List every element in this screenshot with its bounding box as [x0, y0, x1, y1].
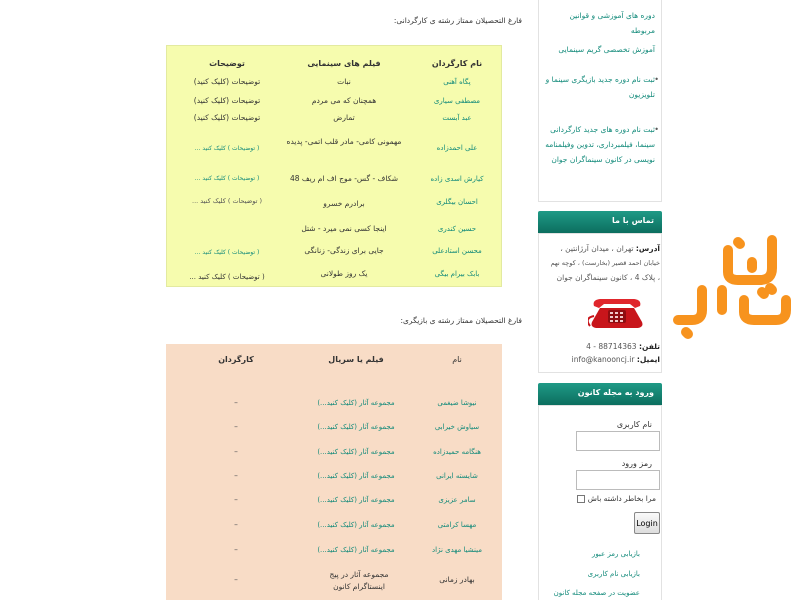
phone-label: تلفن: [638, 342, 660, 351]
address-text: تهران ، میدان آرژانتین ، [560, 244, 634, 253]
table-row-film: جایی برای زندگی- زنانگی [304, 246, 384, 255]
table-row-name[interactable]: احسان بیگلری [436, 198, 478, 206]
table-row-desc[interactable]: توضیحات (کلیک کنید) [193, 96, 261, 105]
table-row-desc[interactable]: ( توضیحات ) کلیک کنید ... [194, 175, 260, 182]
address-line: خیابان احمد قصیر (بخارست) ، کوچه نهم [550, 259, 660, 267]
table-row-desc[interactable]: ( توضیحات ) کلیک کنید ... [194, 145, 260, 152]
news-item-label[interactable]: ثبت نام دوره های جدید کارگردانی سینما، فیلمبرداری، تدوین وفیلمنامه نویسی در کانون سینماگران جوان [545, 125, 655, 164]
table-row-name[interactable]: بابک بیرام بیگی [434, 270, 480, 278]
password-label: رمز ورود [621, 459, 652, 468]
forgot-username-link[interactable]: بازیابی نام کاربری [587, 570, 640, 578]
table-row-works-link[interactable]: مجموعه آثار (کلیک کنید...) [317, 546, 395, 554]
news-item-label[interactable]: آموزش تخصصی گریم سینمایی [558, 45, 655, 54]
bullet-icon: • [654, 125, 659, 134]
forgot-password-link[interactable]: بازیابی رمز عبور [591, 550, 640, 558]
table-row-desc[interactable]: توضیحات (کلیک کنید) [193, 77, 261, 86]
table-row-director: – [234, 495, 238, 504]
table-row-name[interactable]: مینشیا مهدی نژاد [432, 546, 482, 554]
table-row-name[interactable]: پگاه آهنی [443, 78, 471, 86]
table-row-name[interactable]: مهسا کرامتی [437, 521, 477, 529]
email-line [542, 353, 660, 366]
brand-logo [668, 228, 794, 340]
directing-table [166, 45, 502, 287]
table-row-works-link[interactable]: مجموعه آثار (کلیک کنید...) [317, 399, 395, 407]
table-row-director: – [234, 471, 238, 480]
table-row-name[interactable]: شایسته ایرانی [436, 472, 478, 480]
table-row-desc[interactable]: ( توضیحات ) کلیک کنید ... [192, 197, 262, 205]
table-row-film: مهمونی کامی- مادر قلب اتمی- پدیده [286, 137, 402, 146]
phone-number: 88714363 - 4 [586, 342, 637, 351]
table-row-desc[interactable]: ( توضیحات ) کلیک کنید ... [194, 249, 260, 256]
news-item[interactable] [545, 122, 659, 167]
news-item[interactable] [545, 8, 655, 38]
news-item[interactable] [545, 42, 655, 57]
table-row-name[interactable]: هنگامه حمیدزاده [433, 448, 481, 456]
table-row-film: شکاف - گس- موج اف ام ریف 48 [289, 174, 399, 183]
table-row-name[interactable]: علی احمدزاده [436, 144, 478, 152]
news-item-label[interactable]: ثبت نام دوره جدید بازیگری سینما و تلویزیون [545, 75, 655, 99]
sidebar [538, 0, 662, 600]
table-row-name[interactable]: سیاوش خیرابی [434, 423, 480, 431]
username-label: نام کاربری [616, 420, 652, 429]
table-row-desc[interactable]: توضیحات (کلیک کنید) [193, 113, 261, 122]
header-actor-name: نام [452, 355, 462, 364]
table-row-director: – [234, 447, 238, 456]
news-box [538, 0, 662, 202]
table-row-film: اینجا کسی نمی میرد - شتل [301, 224, 387, 233]
email-address[interactable]: info@kanooncj.ir [571, 355, 635, 364]
table-row-film: تمارض [333, 113, 355, 122]
header-films: فیلم های سینمایی [307, 59, 381, 68]
contact-box-title: تماس با ما [538, 211, 662, 233]
acting-section-title: فارغ التحصیلان ممتاز رشته ی بازیگری: [400, 316, 522, 325]
table-row-name[interactable]: حسین کندری [437, 225, 477, 233]
table-row-film: همچنان که می مردم [311, 96, 377, 105]
news-item[interactable] [545, 72, 659, 102]
bullet-icon: • [654, 75, 659, 84]
password-input[interactable] [576, 470, 660, 490]
remember-me-label: مرا بخاطر داشته باش [587, 494, 656, 503]
table-row-works-link[interactable]: مجموعه آثار (کلیک کنید...) [317, 521, 395, 529]
news-item-label[interactable]: دوره های آموزشی و قوانین مربوطه [569, 11, 655, 35]
header-director: کارگردان [218, 355, 254, 364]
address-label: آدرس: [635, 244, 660, 253]
table-row-name[interactable]: مصطفی سیاری [433, 97, 481, 105]
table-row-name[interactable]: نیوشا ضیغمی [437, 399, 477, 407]
table-row-director: – [234, 422, 238, 431]
table-row-name[interactable]: سامر عزیزی [438, 496, 476, 504]
login-box-title: ورود به مجله کانون [538, 383, 662, 405]
table-row-name[interactable]: بهادر زمانی [439, 575, 475, 584]
address-line: ، پلاک 4 ، کانون سینماگران جوان [556, 273, 660, 282]
remember-me[interactable] [577, 494, 656, 503]
email-label: ایمیل: [636, 355, 660, 364]
table-row-works-link[interactable]: مجموعه آثار (کلیک کنید...) [317, 472, 395, 480]
table-row-director: – [234, 575, 238, 584]
table-row-film: برادرم خسرو [323, 199, 365, 208]
table-row-name[interactable]: محسن استادعلی [432, 247, 482, 255]
header-director-name: نام کارگردان [431, 59, 483, 68]
register-link[interactable]: عضویت در صفحه مجله کانون [553, 589, 640, 597]
table-row-director: – [234, 545, 238, 554]
acting-table [166, 344, 502, 600]
table-row-works-link[interactable]: مجموعه آثار (کلیک کنید...) [317, 448, 395, 456]
header-description: توضیحات [209, 59, 245, 68]
header-film-series: فیلم یا سریال [328, 355, 384, 364]
remember-me-checkbox[interactable] [577, 495, 585, 503]
directing-section-title: فارغ التحصیلان ممتاز رشته ی کارگردانی: [393, 16, 522, 25]
table-row-film: یک روز طولانی [320, 269, 368, 278]
table-row-director: – [234, 398, 238, 407]
login-button[interactable]: Login [634, 512, 660, 534]
table-row-desc[interactable]: ( توضیحات ) کلیک کنید ... [189, 273, 265, 281]
table-row-works-link[interactable]: مجموعه آثار در پیج اینستاگرام کانون [329, 570, 389, 591]
address-line [542, 242, 660, 255]
username-input[interactable] [576, 431, 660, 451]
table-row-name[interactable]: کیارش اسدی زاده [430, 175, 484, 183]
table-row-director: – [234, 520, 238, 529]
table-row-works-link[interactable]: مجموعه آثار (کلیک کنید...) [317, 423, 395, 431]
phone-line [542, 340, 660, 353]
telephone-icon [588, 296, 646, 330]
table-row-name[interactable]: عبد آبست [442, 114, 472, 122]
table-row-works-link[interactable]: مجموعه آثار (کلیک کنید...) [317, 496, 395, 504]
table-row-film: نبات [337, 77, 351, 86]
